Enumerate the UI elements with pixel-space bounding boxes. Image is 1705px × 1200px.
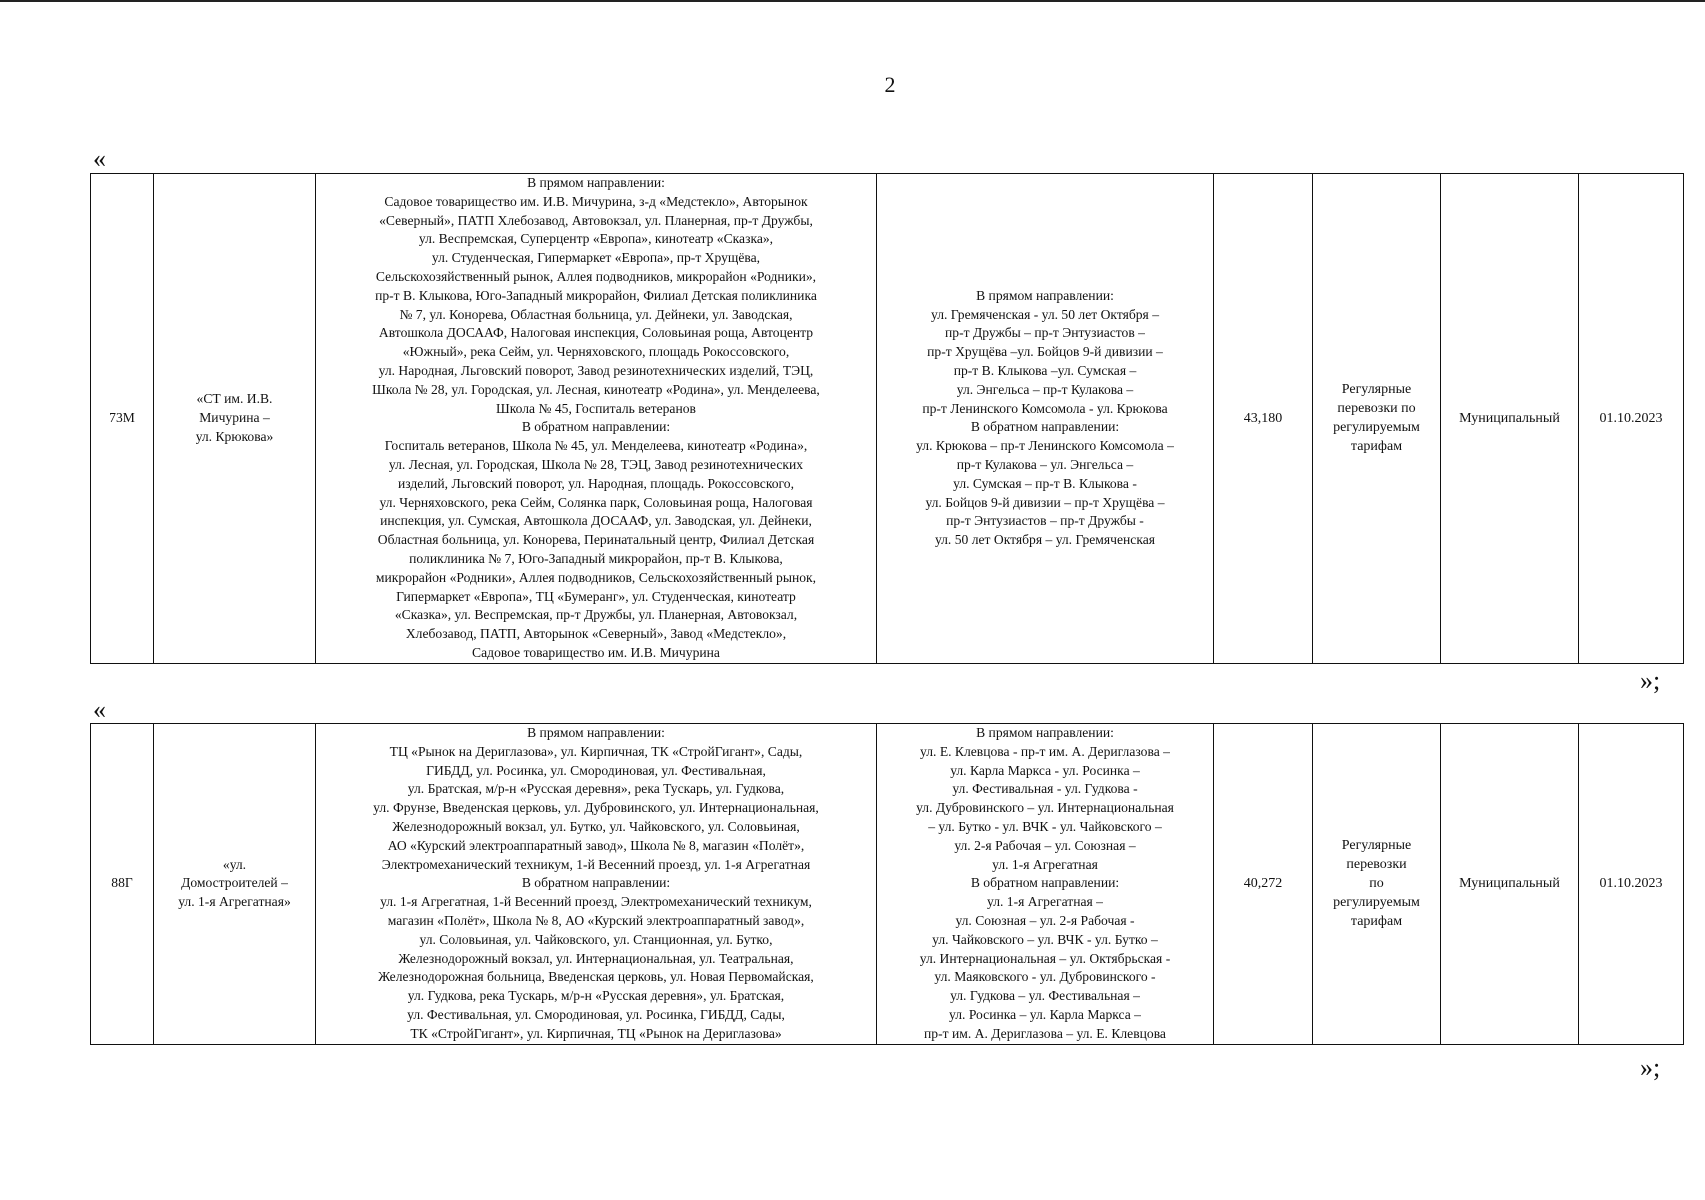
route-length: 43,180 xyxy=(1214,174,1313,664)
top-border-line xyxy=(0,0,1705,2)
route-date: 01.10.2023 xyxy=(1579,174,1684,664)
route-length: 40,272 xyxy=(1214,724,1313,1045)
route-streets: В прямом направлении: ул. Гремяченская - ул. 50 лет Октября – пр-т Дружбы – пр-т Энтузиастов – пр-т Хрущёва –ул. Бойцов 9-й дивизии – пр-т В. Клыкова –ул. Сумская – ул. Энгельса – пр-т Кулакова – пр-т Ленинского Комсомола - ул. Крюкова В обратном направлении: ул. Крюкова – пр-т Ленинского Комсомола – пр-т Кулакова – ул. Энгельса – ул. Сумская – пр-т В. Клыкова - ул. Бойцов 9-й дивизии – пр-т Хрущёва – пр-т Энтузиастов – пр-т Дружбы - ул. 50 лет Октября – ул. Гремяченская xyxy=(877,174,1214,664)
table-row xyxy=(91,724,1684,1045)
route-kind: Муниципальный xyxy=(1441,724,1579,1045)
route-number: 73М xyxy=(91,174,154,664)
route-name: «СТ им. И.В. Мичурина – ул. Крюкова» xyxy=(154,174,316,664)
route-table-73m xyxy=(90,173,1684,664)
route-number: 88Г xyxy=(91,724,154,1045)
page-number: 2 xyxy=(884,72,896,97)
route-date: 01.10.2023 xyxy=(1579,724,1684,1045)
open-quote: « xyxy=(93,144,106,173)
route-stops: В прямом направлении: Садовое товарищество им. И.В. Мичурина, з-д «Медстекло», Авторынок «Северный», ПАТП Хлебозавод, Автовокзал, ул. Планерная, пр-т Дружбы, ул. Веспремская, Суперцентр «Европа», кинотеатр «Сказка», ул. Студенческая, Гипермаркет «Европа», пр-т Хрущёва, Сельскохозяйственный рынок, Аллея подводников, микрорайон «Родники», пр-т В. Клыкова, Юго-Западный микрорайон, Филиал Детская поликлиника № 7, ул. Конорева, Областная больница, ул. Дейнеки, ул. Заводская, Автошкола ДОСААФ, Налоговая инспекция, Соловьиная роща, Автоцентр «Южный», река Сейм, ул. Черняховского, площадь Рокоссовского, ул. Народная, Льговский поворот, Завод резинотехнических изделий, ТЭЦ, Школа № 28, ул. Городская, ул. Лесная, кинотеатр «Родина», ул. Менделеева, Школа № 45, Госпиталь ветеранов В обратном направлении: Госпиталь ветеранов, Школа № 45, ул. Менделеева, кинотеатр «Родина», ул. Лесная, ул. Городская, Школа № 28, ТЭЦ, Завод резинотехнических изделий, Льговский поворот, ул. Народная, площадь. Рокоссовского, ул. Черняховского, река Сейм, Солянка парк, Соловьиная роща, Налоговая инспекция, ул. Сумская, Автошкола ДОСААФ, ул. Заводская, ул. Дейнеки, Областная больница, ул. Конорева, Перинатальный центр, Филиал Детская поликлиника № 7, Юго-Западный микрорайон, пр-т В. Клыкова, микрорайон «Родники», Аллея подводников, Сельскохозяйственный рынок, Гипермаркет «Европа», ТЦ «Бумеранг», ул. Студенческая, кинотеатр «Сказка», ул. Веспремская, пр-т Дружбы, ул. Планерная, Автовокзал, Хлебозавод, ПАТП, Авторынок «Северный», Завод «Медстекло», Садовое товарищество им. И.В. Мичурина xyxy=(316,174,877,664)
route-transport-type: Регулярные перевозки по регулируемым тарифам xyxy=(1313,724,1441,1045)
close-quote: »; xyxy=(1640,666,1661,695)
table-row xyxy=(91,174,1684,664)
route-name: «ул. Домостроителей – ул. 1-я Агрегатная» xyxy=(154,724,316,1045)
route-kind: Муниципальный xyxy=(1441,174,1579,664)
route-streets: В прямом направлении: ул. Е. Клевцова - пр-т им. А. Дериглазова – ул. Карла Маркса - ул. Росинка – ул. Фестивальная - ул. Гудкова - ул. Дубровинского – ул. Интернациональная – ул. Бутко - ул. ВЧК - ул. Чайковского – ул. 2-я Рабочая – ул. Союзная – ул. 1-я Агрегатная В обратном направлении: ул. 1-я Агрегатная – ул. Союзная – ул. 2-я Рабочая - ул. Чайковского – ул. ВЧК - ул. Бутко – ул. Интернациональная – ул. Октябрьская - ул. Маяковского - ул. Дубровинского - ул. Гудкова – ул. Фестивальная – ул. Росинка – ул. Карла Маркса – пр-т им. А. Дериглазова – ул. Е. Клевцова xyxy=(877,724,1214,1045)
route-table-88g xyxy=(90,723,1684,1045)
open-quote: « xyxy=(93,695,106,724)
route-transport-type: Регулярные перевозки по регулируемым тарифам xyxy=(1313,174,1441,664)
route-stops: В прямом направлении: ТЦ «Рынок на Дериглазова», ул. Кирпичная, ТК «СтройГигант», Сады, ГИБДД, ул. Росинка, ул. Смородиновая, ул. Фестивальная, ул. Братская, м/р-н «Русская деревня», река Тускарь, ул. Гудкова, ул. Фрунзе, Введенская церковь, ул. Дубровинского, ул. Интернациональная, Железнодорожный вокзал, ул. Бутко, ул. Чайковского, ул. Соловьиная, АО «Курский электроаппаратный завод», Школа № 8, магазин «Полёт», Электромеханический техникум, 1-й Весенний проезд, ул. 1-я Агрегатная В обратном направлении: ул. 1-я Агрегатная, 1-й Весенний проезд, Электромеханический техникум, магазин «Полёт», Школа № 8, АО «Курский электроаппаратный завод», ул. Соловьиная, ул. Чайковского, ул. Станционная, ул. Бутко, Железнодорожный вокзал, ул. Интернациональная, ул. Театральная, Железнодорожная больница, Введенская церковь, ул. Новая Первомайская, ул. Гудкова, река Тускарь, м/р-н «Русская деревня», ул. Братская, ул. Фестивальная, ул. Смородиновая, ул. Росинка, ГИБДД, Сады, ТК «СтройГигант», ул. Кирпичная, ТЦ «Рынок на Дериглазова» xyxy=(316,724,877,1045)
close-quote: »; xyxy=(1640,1053,1661,1082)
